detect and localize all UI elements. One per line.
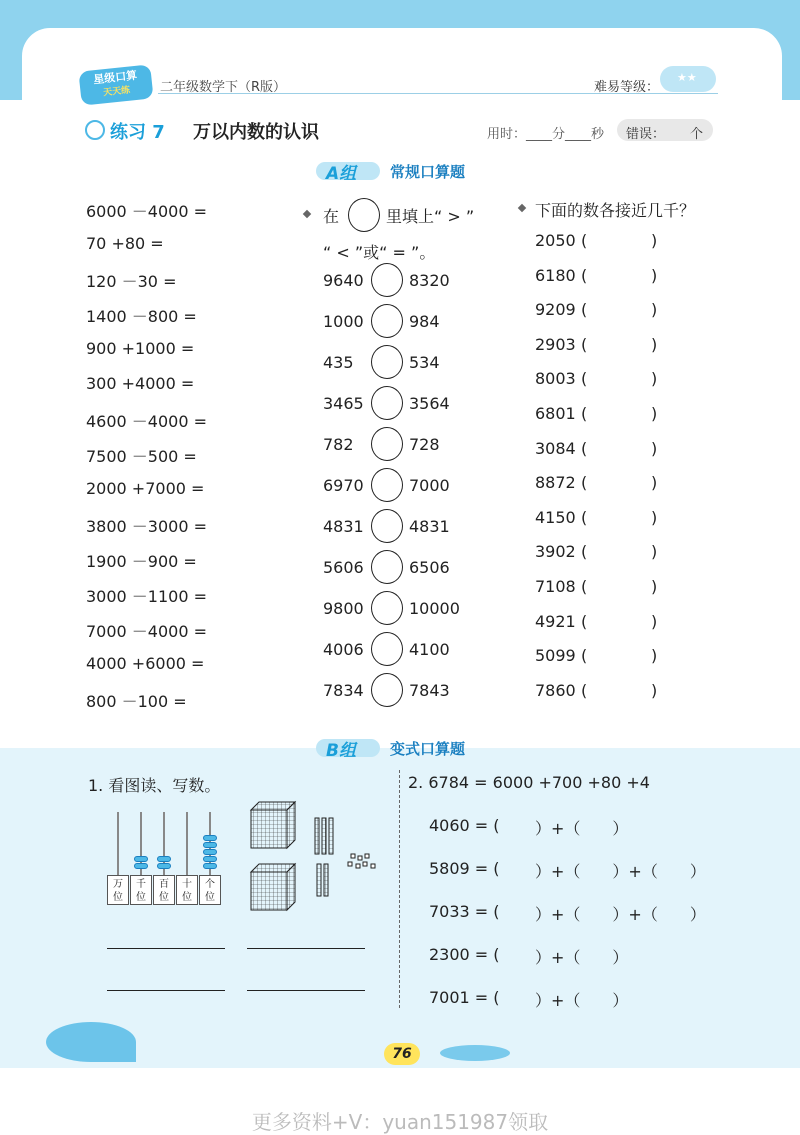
- approx-paren-open: (: [581, 646, 588, 666]
- approx-paren-open: (: [581, 438, 588, 458]
- place-value-cell: 万 位: [107, 875, 129, 905]
- compare-right-number: 10000: [409, 599, 460, 618]
- arithmetic-problem: 3000 －1100 =: [86, 587, 208, 606]
- approx-number: 8872: [535, 473, 576, 493]
- time-spent-field: 用时：____分____秒: [487, 127, 605, 142]
- approx-answer-slot[interactable]: ): [651, 577, 658, 596]
- compare-right-number: 728: [409, 435, 440, 454]
- compare-right-number: 6506: [409, 558, 450, 577]
- compare-circle[interactable]: [371, 263, 403, 297]
- approx-number: 2903: [535, 334, 576, 354]
- approx-paren-open: (: [581, 611, 588, 631]
- arithmetic-problem: 1900 －900 =: [86, 552, 197, 571]
- approx-number: 2050: [535, 231, 576, 250]
- answer-blank[interactable]: [107, 948, 225, 949]
- approx-answer-slot[interactable]: ): [651, 473, 658, 493]
- base-ten-blocks-figure: [245, 800, 385, 920]
- compare-circle[interactable]: [371, 632, 403, 666]
- approx-answer-slot[interactable]: ): [651, 265, 658, 285]
- compare-circle[interactable]: [371, 427, 403, 461]
- subject-label: 二年级数学下（R版）: [160, 80, 287, 95]
- arithmetic-problem: 7000 －4000 =: [86, 622, 208, 641]
- arithmetic-problem: 4000 +6000 =: [86, 654, 205, 673]
- compare-right-number: 7000: [409, 476, 450, 495]
- compare-left-number: 4006: [323, 640, 364, 659]
- abacus-bead: [134, 863, 148, 869]
- group-b-letter: B组: [326, 741, 356, 761]
- abacus-bead: [203, 863, 217, 869]
- compare-left-number: 9640: [323, 271, 364, 290]
- answer-blank[interactable]: [107, 990, 225, 991]
- place-value-cell: 个 位: [199, 875, 221, 905]
- bullet-icon: [518, 204, 526, 212]
- compare-circle[interactable]: [371, 304, 403, 338]
- arithmetic-problem: 2000 +7000 =: [86, 479, 205, 498]
- question-2-example: 2. 6784 = 6000 +700 +80 +4: [408, 773, 650, 792]
- arithmetic-problem: 6000 －4000 =: [86, 202, 208, 221]
- approx-paren-open: (: [581, 369, 588, 389]
- approx-paren-open: (: [581, 300, 588, 320]
- abacus-bead: [203, 835, 217, 841]
- abacus-bead: [157, 856, 171, 862]
- bullet-icon: [303, 210, 311, 218]
- approx-answer-slot[interactable]: ): [651, 404, 658, 423]
- question-1: 1. 看图读、写数。: [88, 776, 221, 795]
- approx-answer-slot[interactable]: ): [651, 611, 658, 631]
- page-number: 76: [384, 1043, 420, 1065]
- compare-left-number: 9800: [323, 599, 364, 618]
- compare-circle[interactable]: [371, 591, 403, 625]
- watermark: 更多资料+V：yuan151987领取: [251, 1110, 549, 1134]
- compare-left-number: 5606: [323, 558, 364, 577]
- group-a-letter: A组: [326, 164, 357, 184]
- thousand-cube: [251, 864, 295, 910]
- compare-right-number: 7843: [409, 681, 450, 700]
- approx-answer-slot[interactable]: ): [651, 334, 658, 354]
- compare-right-number: 984: [409, 312, 440, 331]
- place-value-cell: 十 位: [176, 875, 198, 905]
- decomposition-number: 2300 = (: [429, 945, 500, 964]
- arithmetic-problem: 900 +1000 =: [86, 339, 195, 358]
- compare-instruction-2: 里填上“ > ”: [386, 207, 475, 226]
- approx-number: 3084: [535, 438, 576, 458]
- page-sheet: [22, 28, 782, 178]
- arithmetic-problem: 300 +4000 =: [86, 374, 195, 393]
- compare-circle[interactable]: [371, 468, 403, 502]
- arithmetic-problem: 1400 －800 =: [86, 307, 197, 326]
- column-divider: [399, 770, 400, 1008]
- approx-number: 3902: [535, 542, 576, 562]
- difficulty-cloud-icon: [660, 66, 716, 92]
- approx-number: 4921: [535, 611, 576, 631]
- compare-right-number: 4831: [409, 517, 450, 536]
- approx-answer-slot[interactable]: ): [651, 231, 658, 250]
- approx-number: 9209: [535, 300, 576, 320]
- decomposition-number: 7001 = (: [429, 988, 500, 1007]
- arithmetic-problem: 7500 －500 =: [86, 447, 197, 466]
- approx-paren-open: (: [581, 334, 588, 354]
- answer-blank[interactable]: [247, 990, 365, 991]
- decomposition-number: 4060 = (: [429, 816, 500, 835]
- decomposition-blanks[interactable]: ）+（ ）+（ ）: [535, 862, 706, 881]
- compare-circle[interactable]: [371, 673, 403, 707]
- arithmetic-problem: 4600 －4000 =: [86, 412, 208, 431]
- compare-circle-example: [348, 198, 380, 232]
- abacus-rod: [117, 812, 119, 875]
- approx-number: 6180: [535, 265, 576, 285]
- approx-answer-slot[interactable]: ): [651, 300, 658, 320]
- arithmetic-problem: 800 －100 =: [86, 692, 187, 711]
- decomposition-blanks[interactable]: ）+（ ）: [535, 991, 629, 1010]
- approx-answer-slot[interactable]: ): [651, 438, 658, 458]
- compare-right-number: 4100: [409, 640, 450, 659]
- compare-left-number: 1000: [323, 312, 364, 331]
- errors-unit: 个: [690, 127, 704, 142]
- approx-paren-open: (: [581, 265, 588, 285]
- compare-left-number: 6970: [323, 476, 364, 495]
- approx-number: 7108: [535, 577, 576, 596]
- compare-right-number: 3564: [409, 394, 450, 413]
- place-value-cell: 百 位: [153, 875, 175, 905]
- abacus-bead: [203, 849, 217, 855]
- compare-circle[interactable]: [371, 509, 403, 543]
- clock-icon: [85, 120, 105, 140]
- wave-decoration-icon: [46, 1022, 136, 1062]
- approx-paren-open: (: [581, 577, 588, 596]
- arithmetic-problem: 3800 －3000 =: [86, 517, 208, 536]
- hundred-rods: [315, 818, 333, 896]
- compare-left-number: 435: [323, 353, 354, 372]
- unit-cubes: [348, 854, 375, 868]
- approx-answer-slot[interactable]: ): [651, 646, 658, 666]
- place-value-cell: 千 位: [130, 875, 152, 905]
- compare-circle[interactable]: [371, 386, 403, 420]
- arithmetic-problem: 120 －30 =: [86, 272, 177, 291]
- approx-number: 8003: [535, 369, 576, 389]
- arithmetic-problem: 70 +80 =: [86, 234, 164, 253]
- compare-circle[interactable]: [371, 345, 403, 379]
- lesson-title: 万以内数的认识: [193, 122, 319, 143]
- difficulty-stars: ★★: [677, 71, 697, 84]
- approx-paren-open: (: [581, 473, 588, 493]
- abacus-bead: [157, 863, 171, 869]
- compare-left-number: 782: [323, 435, 354, 454]
- approx-number: 5099: [535, 646, 576, 666]
- abacus-bead: [203, 856, 217, 862]
- group-a-title: 常规口算题: [390, 163, 466, 181]
- wave-decoration-icon: [440, 1045, 510, 1061]
- decomposition-blanks[interactable]: ）+（ ）: [535, 948, 629, 967]
- thousand-cube: [251, 802, 295, 848]
- answer-blank[interactable]: [247, 948, 365, 949]
- abacus-bead: [203, 842, 217, 848]
- compare-right-number: 8320: [409, 271, 450, 290]
- approx-paren-open: (: [581, 404, 588, 423]
- decomposition-number: 7033 = (: [429, 902, 500, 921]
- decomposition-blanks[interactable]: ）+（ ）+（ ）: [535, 905, 706, 924]
- compare-instruction-1: 在: [323, 207, 340, 226]
- group-b-title: 变式口算题: [390, 740, 466, 758]
- approx-answer-slot[interactable]: ): [651, 507, 658, 527]
- approx-number: 7860: [535, 680, 576, 700]
- approx-paren-open: (: [581, 507, 588, 527]
- approx-paren-open: (: [581, 542, 588, 562]
- logo-line-1: 星级口算: [92, 68, 138, 87]
- compare-left-number: 7834: [323, 681, 364, 700]
- abacus-rod: [186, 812, 188, 875]
- compare-left-number: 4831: [323, 517, 364, 536]
- lesson-number: 练习 7: [110, 122, 165, 143]
- errors-label: 错误：: [626, 127, 666, 142]
- approx-number: 4150: [535, 507, 576, 527]
- approx-paren-open: (: [581, 231, 588, 250]
- logo-line-2: 天天练: [102, 85, 131, 99]
- approx-answer-slot[interactable]: ): [651, 542, 658, 562]
- approx-answer-slot[interactable]: ): [651, 680, 658, 700]
- decomposition-blanks[interactable]: ）+（ ）: [535, 819, 629, 838]
- approx-number: 6801: [535, 404, 576, 423]
- compare-instruction-3: “ < ”或“ = ”。: [323, 243, 436, 262]
- compare-circle[interactable]: [371, 550, 403, 584]
- compare-right-number: 534: [409, 353, 440, 372]
- compare-left-number: 3465: [323, 394, 364, 413]
- approx-answer-slot[interactable]: ): [651, 369, 658, 389]
- abacus-bead: [134, 856, 148, 862]
- approx-paren-open: (: [581, 680, 588, 700]
- difficulty-label: 难易等级：: [594, 80, 660, 95]
- decomposition-number: 5809 = (: [429, 859, 500, 878]
- approx-instruction: 下面的数各接近几千？: [535, 201, 696, 220]
